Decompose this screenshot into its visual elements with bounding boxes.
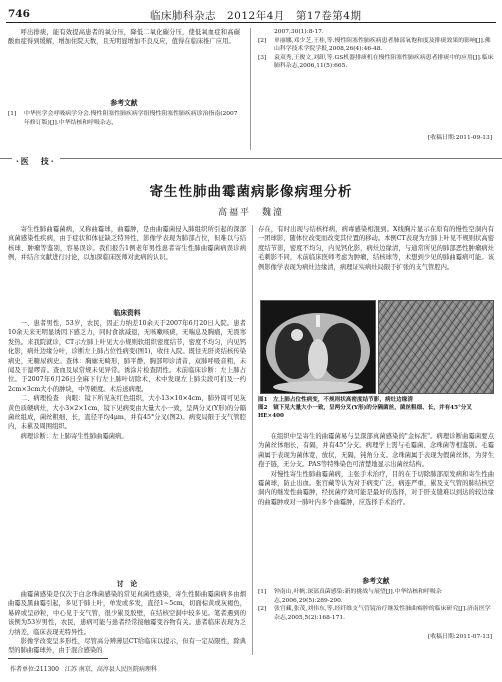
figure-2-caption: 图2 镜下见大量大小一致，呈两分叉(Y形)的分隔菌丝，菌丝粗细、长，并有45°分叉 HE×400	[258, 405, 478, 419]
figure-captions	[258, 396, 494, 420]
journal-title: 临床肺科杂志 2012年4月 第17卷第4期	[150, 10, 362, 22]
references-list-top-right	[258, 28, 494, 71]
footnote-rule	[8, 658, 108, 659]
column-divider	[252, 225, 253, 655]
previous-article-text: 呼出排痰，能有效提高患者的氧分压，降低二氧化碳分压，使低氧血症和高碳酸血症得到缓解，增加住院天数，且无明显增加不良反应，值得在临床推广应用。	[8, 29, 240, 46]
intro-paragraph: 寄生性肺曲霉菌病，又称曲霉球，曲霉肿，是由曲霉菌侵入肺组织所引起的深部真菌感染性疾病，由于症状和体征缺乏特异性，影像学表现为肺部占位，但难以与结核球、肿瘤等鉴别，容易误诊。我们报告1例老年男性患者寄生性肺曲霉菌病误诊病例，并结合文献进行讨论，以加深临床医师对此病的认识。	[8, 226, 246, 262]
case-body: 一、患者男性，53岁，农民，因正力纳差10余天于2007年6月20日入院。患者10余天来无明显诱因下感乏力，同时食欲减退，无咳嗽咳痰，无喘息及胸痛，无畏寒发热。来我院就诊，CT示左肺上叶见大小规则软组织密度结节，密度不均匀，内见钙化影，病灶边缘分叶，诊断左上肺占位性病变(图1)，收住入院。既往无肝炎结核传染病史，无糖尿病史。查体：胸廓无畸形，肺平静，胸部叩诊清音，双肺呼吸音粗，未闻及干湿啰音。查血及尿常规未见异常。诱涂片检查阴性。术前临床诊断：左上肺占位。于2007年6月26日全麻下行左上肺叶切除术，术中发现左上肺尖段可扪及一约2cm×3cm大小的肿块，中等硬度。术后送病理。 二、病理检查 肉眼：镜下所见灰红色组织，大小13×10×4cm，肺外周可见灰黄色质硬病灶，大小3×2×1cm，镜下见病变由大量大小一致，呈两分叉(Y形)的分隔菌丝组成，菌丝粗细、长，直径平均4μm，并有45°分叉(图2)。病变局限于支气管腔内，未累及周围组织。 病理诊断：左上肺寄生性肺曲霉菌病。	[8, 320, 246, 440]
received-date: [收稿日期:2011-07-13]	[427, 634, 492, 640]
histology-image	[378, 300, 494, 394]
reference-item: [3] 袁双秀,王俊文,刘卸,等.GS机器排痰机在慢性阻塞性肺疾病患者排痰中的应用[J].临床肺科杂志,2006,11(5):665.	[258, 54, 494, 70]
histology-graphic	[379, 301, 493, 393]
reference-item: 2007,30(1):8-17.	[274, 29, 324, 35]
received-date-top: [收稿日期:2011-09-13]	[427, 135, 492, 141]
figure-1-caption: 图1 左上肺占位性病变，不规则状高密度结节影，病灶边缘清	[258, 397, 413, 403]
references-heading-top: 参考文献	[110, 99, 138, 107]
page-number: 746	[8, 8, 30, 20]
ct-scan-image	[260, 300, 376, 394]
references-list	[258, 588, 494, 622]
case-heading: 临床资料	[113, 309, 141, 317]
reference-item: [1] 钟南山,叶帆.深部真菌感染:新的挑战与展望[J].中华结核和呼吸杂志,2006,29(5):289-290.	[258, 589, 442, 604]
article-authors: 高福平 魏潼	[217, 208, 284, 218]
reference-item: [2] 张宫藏,张茂,刘伟东,等.经纤维支气管镜治疗继发性肺曲霉肿的临床研究[J].济南医学杂志,2005,5(2):168-171.	[258, 606, 491, 621]
section-rule	[0, 158, 502, 159]
column-divider-top	[250, 28, 251, 150]
references-list-top-left	[8, 110, 240, 127]
header-rule	[6, 22, 496, 23]
author-affiliation: 作者单位:211300 江苏 南京，高淳县人民医院病理科	[10, 666, 157, 673]
ct-scan-graphic	[261, 301, 375, 393]
reference-item: [1] 中华医学会呼吸病学分会.慢性阻塞性肺疾病学组慢性阻塞性肺疾病诊治指南(2007年修订版)[J].中华结核和呼吸杂志,	[8, 111, 238, 126]
article-title: 寄生性肺曲霉菌病影像病理分析	[149, 184, 353, 200]
right-column-paragraph: 存在，有时出现与结核样病，病毒感染相混到。X线胸片显示在原有的慢性空洞内有一团球影，随体位改变而改变其位置的移动。本例CT表现为左肺上叶见不规则状高密度结节影，密度不均匀，内见钙化影，病灶边缘清，与通常所见的肺部恶性肿瘤病灶毛刺影不同，术前临床医师考虑为肿瘤，结核球等，术想到少见的肺曲霉病可能。该例影像学表现为病灶边缘清，病理证实病灶局限于扩张的支气管腔内。	[258, 226, 494, 271]
section-tag: ·医 技·	[12, 156, 60, 167]
right-column-body: 在组织中呈寄生的曲霉菌易与呈深部真菌感染的"金标准"。病理诊断曲霉菌要点为菌丝体细长，有隔，并有45°分支。病理学上需与毛霉菌、念珠菌等相鉴别。毛霉菌属于表现为菌体宽，放状，无隔，钝角分支。念珠菌属于表现为假菌丝体，为芽生孢子链，无分支。PAS等特殊染色可清楚地显示出菌丝结构。 对慢性寄生性肺曲霉菌病，主张手术治疗，目的在于切除肺部原发病和寄生性曲霉菌球，防止出血。张宫藏等认为对于病变广泛，病连严重，累及支气管的肺结核空洞内的继发性曲霉肿，经抗菌疗效可能是最好的选择，对于肝支缝难以到达的较边缘的曲霉肿或对一肺叶内多个曲霉肿，应选择手术治疗。	[258, 433, 494, 506]
reference-item: [2] 单丽娜,邓少芝,王桂,等.慢性阻塞性肺疾病患者肺部氧饱和度及排痰效果的影响[J].佛山科学技术学院学报,2008,26(4):46-48.	[258, 37, 491, 53]
discussion-heading: 讨 论	[116, 580, 138, 588]
discussion-body: 曲霉菌感染是仅次于白念珠菌感染的常见真菌性感染，寄生性肺曲霉菌病多由烟曲霉及黑曲霉引起，多见于肺上叶，单发或多发，直径1~5cm，切面棕黄或灰褐色，易碎或呈砂粒，中心见于支气管，很少累及胶壁，在结核空洞中较多见。笔者遇到的该例为53岁男性，农民，患病可能与患者经常接触霉变谷物有关。患者临床表现为乏力纳差，临床表现无特异性。 影像学改变呈多形性，尽管高分辨薄层CT给临床以提示，但有一定局限性，除典型的肺曲霉球外，由于混合感染的	[8, 591, 246, 655]
references-heading: 参考文献	[362, 577, 390, 585]
